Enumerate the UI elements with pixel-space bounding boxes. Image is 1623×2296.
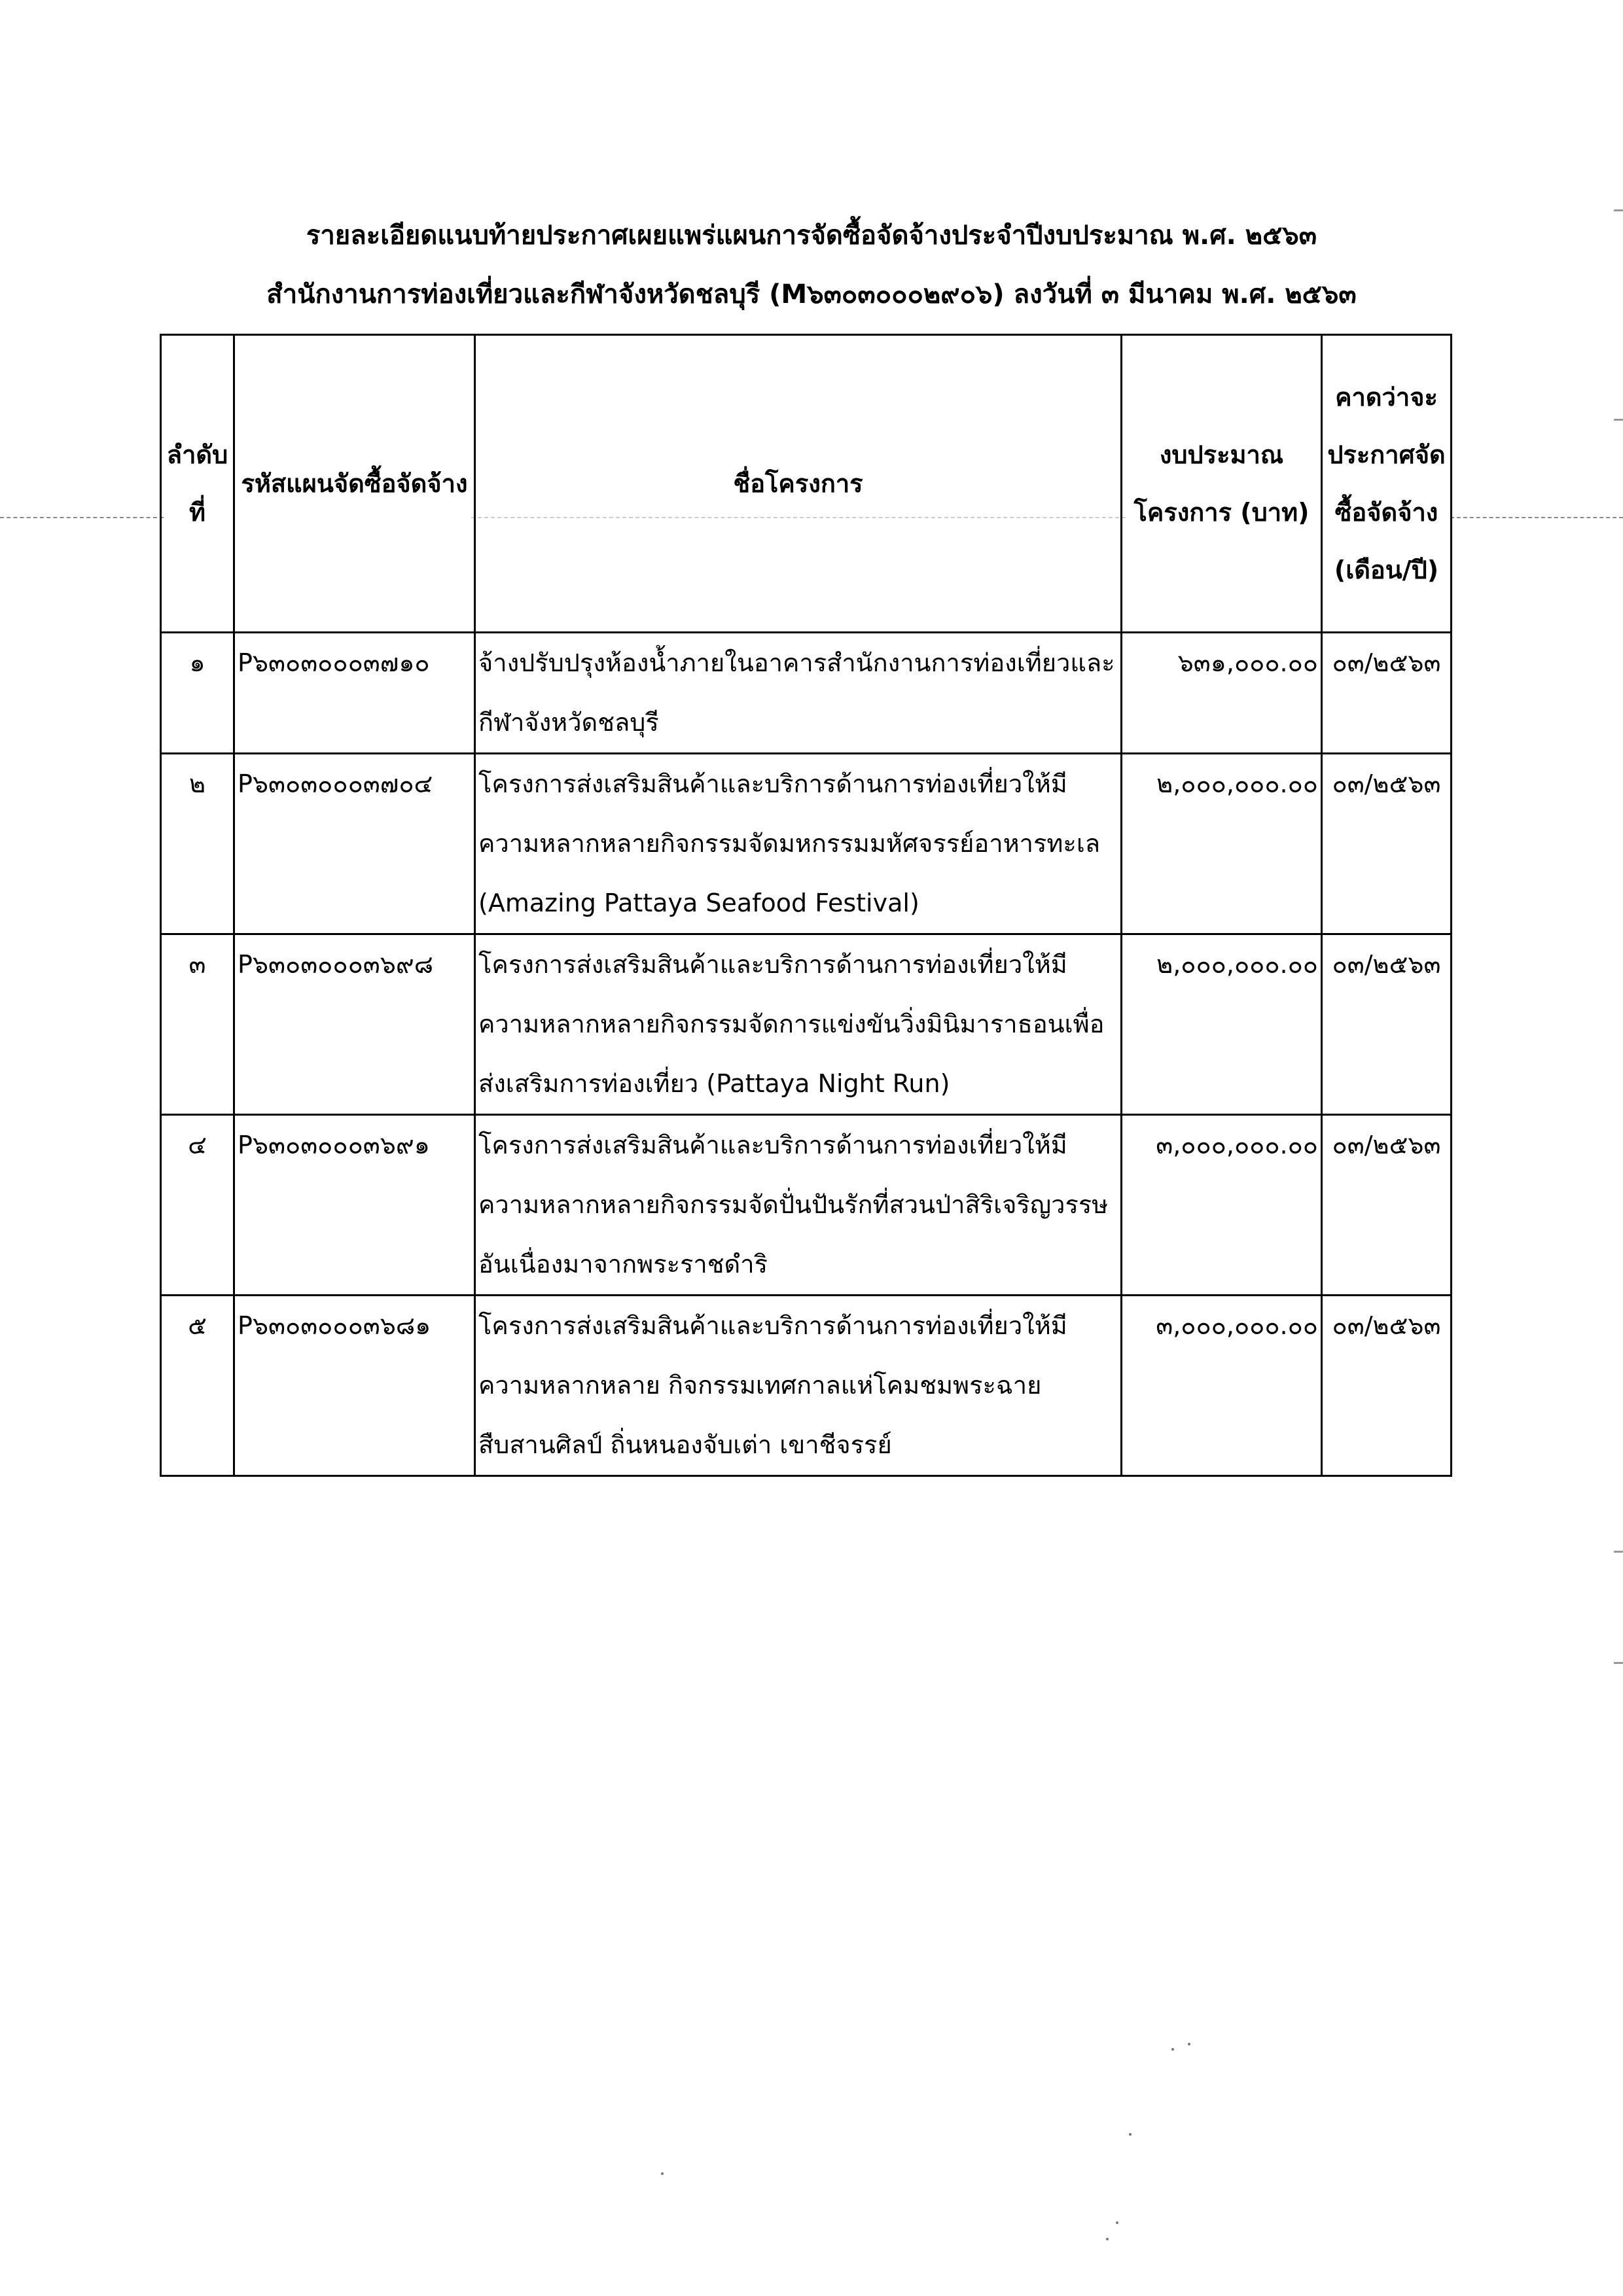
table-row <box>161 754 1452 934</box>
scan-speck <box>1188 2043 1190 2045</box>
table-header-row <box>161 335 1452 633</box>
row-expected-date: ๐๓/๒๕๖๓ <box>1322 934 1452 1115</box>
table-row <box>161 934 1452 1115</box>
scan-artifact-line <box>0 517 164 518</box>
row-expected-date: ๐๓/๒๕๖๓ <box>1322 1296 1452 1476</box>
row-project-name: โครงการส่งเสริมสินค้าและบริการด้านการท่องเที่ยวให้มีความหลากหลาย กิจกรรมเทศกาลแห่โคมชมพระฉายสืบสานศิลป์ ถิ่นหนองจับเต่า เขาชีจรรย์ <box>475 1296 1122 1476</box>
edge-mark <box>1614 1662 1623 1664</box>
document-subtitle: สำนักงานการท่องเที่ยวและกีฬาจังหวัดชลบุรี (M๖๓๐๓๐๐๐๒๙๐๖) ลงวันที่ ๓ มีนาคม พ.ศ. ๒๕๖๓ <box>266 279 1357 309</box>
document-title: รายละเอียดแนบท้ายประกาศเผยแพร่แผนการจัดซื้อจัดจ้างประจำปีงบประมาณ พ.ศ. ๒๕๖๓ <box>306 221 1317 251</box>
row-order: ๒ <box>161 754 234 934</box>
edge-mark <box>1614 209 1623 211</box>
scan-speck <box>1129 2133 1132 2136</box>
row-expected-date: ๐๓/๒๕๖๓ <box>1322 754 1452 934</box>
row-budget: ๓,๐๐๐,๐๐๐.๐๐ <box>1122 1296 1322 1476</box>
table-row <box>161 1296 1452 1476</box>
row-order: ๔ <box>161 1115 234 1296</box>
row-project-name: โครงการส่งเสริมสินค้าและบริการด้านการท่องเที่ยวให้มีความหลากหลายกิจกรรมจัดการแข่งขันวิ่งมินิมาราธอนเพื่อส่งเสริมการท่องเที่ยว (Pattaya Night Run) <box>475 934 1122 1115</box>
row-plan-code: P๖๓๐๓๐๐๐๓๖๙๑ <box>234 1115 475 1296</box>
row-plan-code: P๖๓๐๓๐๐๐๓๗๑๐ <box>234 633 475 754</box>
row-budget: ๖๓๑,๐๐๐.๐๐ <box>1122 633 1322 754</box>
row-order: ๑ <box>161 633 234 754</box>
row-expected-date: ๐๓/๒๕๖๓ <box>1322 633 1452 754</box>
table-row <box>161 1115 1452 1296</box>
edge-mark <box>1614 419 1623 421</box>
table-row <box>161 633 1452 754</box>
row-project-name: โครงการส่งเสริมสินค้าและบริการด้านการท่องเที่ยวให้มีความหลากหลายกิจกรรมจัดมหกรรมมหัศจรรย์อาหารทะเล (Amazing Pattaya Seafood Festival) <box>475 754 1122 934</box>
column-header-code: รหัสแผนจัดซื้อจัดจ้าง <box>234 335 475 633</box>
row-plan-code: P๖๓๐๓๐๐๐๓๖๙๘ <box>234 934 475 1115</box>
procurement-plan-table <box>160 334 1452 1477</box>
row-plan-code: P๖๓๐๓๐๐๐๓๗๐๔ <box>234 754 475 934</box>
row-budget: ๓,๐๐๐,๐๐๐.๐๐ <box>1122 1115 1322 1296</box>
column-header-expected-date: คาดว่าจะประกาศจัดซื้อจัดจ้าง (เดือน/ปี) <box>1322 335 1452 633</box>
row-plan-code: P๖๓๐๓๐๐๐๓๖๘๑ <box>234 1296 475 1476</box>
row-order: ๓ <box>161 934 234 1115</box>
edge-mark <box>1614 1551 1623 1553</box>
row-project-name: โครงการส่งเสริมสินค้าและบริการด้านการท่องเที่ยวให้มีความหลากหลายกิจกรรมจัดปั่นปันรักที่สวนป่าสิริเจริญวรรษอันเนื่องมาจากพระราชดำริ <box>475 1115 1122 1296</box>
column-header-order: ลำดับที่ <box>161 335 234 633</box>
column-header-project-name: ชื่อโครงการ <box>475 335 1122 633</box>
scan-speck <box>1171 2048 1174 2051</box>
scan-speck <box>1106 2238 1109 2240</box>
row-budget: ๒,๐๐๐,๐๐๐.๐๐ <box>1122 754 1322 934</box>
row-expected-date: ๐๓/๒๕๖๓ <box>1322 1115 1452 1296</box>
column-header-budget: งบประมาณโครงการ (บาท) <box>1122 335 1322 633</box>
row-order: ๕ <box>161 1296 234 1476</box>
row-budget: ๒,๐๐๐,๐๐๐.๐๐ <box>1122 934 1322 1115</box>
scan-speck <box>661 2172 664 2175</box>
row-project-name: จ้างปรับปรุงห้องน้ำภายในอาคารสำนักงานการท่องเที่ยวและกีฬาจังหวัดชลบุรี <box>475 633 1122 754</box>
scan-speck <box>1116 2221 1118 2224</box>
scan-artifact-line <box>1450 517 1623 518</box>
